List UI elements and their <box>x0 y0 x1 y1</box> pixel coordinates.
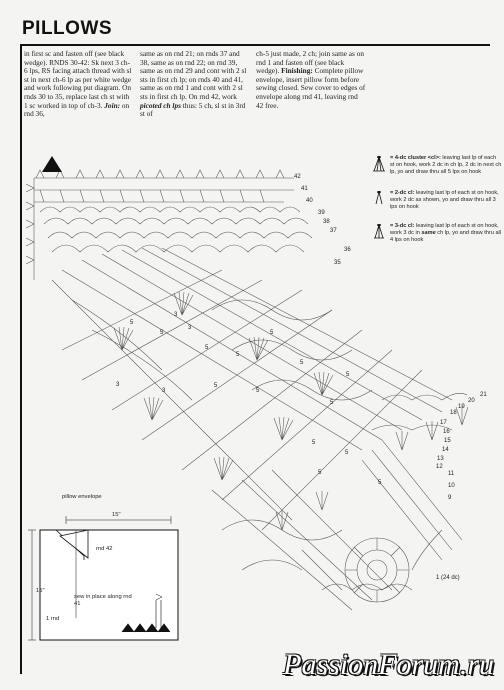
round-label: 18 <box>450 410 457 416</box>
stitch-count: 5 <box>346 372 350 378</box>
legend-3dc-text: leaving last lp of each st on hook, work 3 dc in <box>390 223 499 236</box>
stitch-count: 3 <box>162 388 166 394</box>
legend-3dc-label: = 3-dc cl: <box>390 223 415 229</box>
legend-2dc-label: = 2-dc cl: <box>390 190 415 196</box>
page-title: PILLOWS <box>22 18 113 39</box>
stitch-count: 5 <box>160 330 164 336</box>
instructions-column-2 <box>140 50 248 119</box>
round-label: 42 <box>294 174 301 180</box>
width-label: 15" <box>112 512 121 518</box>
round-label: 11 <box>448 471 455 477</box>
stitch-count: 5 <box>256 388 260 394</box>
round-label: 35 <box>334 260 341 266</box>
round-label: 12 <box>436 464 443 470</box>
legend-4dc-text: leaving last lp of each st on hook, work 2 dc in ch lp, 2 dc in next ch lp, yo and draw thru all 5 lps on hook <box>390 155 502 175</box>
scallop-rows <box>40 207 312 252</box>
rnd42-label: rnd 42 <box>96 546 113 552</box>
stitch-count: 3 <box>174 312 178 318</box>
stitch-count: 5 <box>345 450 349 456</box>
stitch-count: 5 <box>236 352 240 358</box>
center-rosette <box>302 530 442 602</box>
round-label: 37 <box>330 228 337 234</box>
stitch-count: 5 <box>205 345 209 351</box>
stitch-count: 5 <box>214 383 218 389</box>
stitch-count: 5 <box>330 400 334 406</box>
legend-4dc-label: = 4-dc cluster <cl>: <box>390 155 441 161</box>
col2-tail: thus: 5 ch, sl st in 3rd st of <box>140 100 246 119</box>
round-label: 16 <box>443 429 450 435</box>
center-round-label: 1 (24 dc) <box>436 575 460 581</box>
envelope-label: pillow envelope <box>62 494 102 500</box>
col2-picot: picoted ch lps <box>140 100 181 110</box>
round-label: 17 <box>440 420 447 426</box>
round-label: 19 <box>458 404 465 410</box>
lower-lattice <box>212 470 392 610</box>
round-label: 14 <box>442 447 449 453</box>
instructions-column-1 <box>24 50 132 119</box>
stitch-count: 5 <box>300 360 304 366</box>
col1-tail: on rnd 36, <box>24 100 130 119</box>
stitch-count: 5 <box>312 440 316 446</box>
page-header <box>20 18 490 46</box>
stitch-count: 3 <box>188 325 192 331</box>
round-label: 40 <box>306 198 313 204</box>
instructions-column-3 <box>256 50 366 110</box>
site-watermark: PassionForum.ru <box>283 648 494 681</box>
stitch-count: 5 <box>318 470 322 476</box>
stitch-count: 3 <box>116 382 120 388</box>
stitch-count: 5 <box>130 320 134 326</box>
round-label: 10 <box>448 483 455 489</box>
black-wedge-marker <box>42 156 62 172</box>
sew-label: sew in place along rnd 41 <box>74 594 132 607</box>
stitch-count: 5 <box>270 330 274 336</box>
round-label: 9 <box>448 495 452 501</box>
col2-text: same as on rnd 21; on rnds 37 and 38, same as on rnd 22; on rnd 39, same as on rnd 29 and cont with 2 sl sts in first ch lp; on rnds 40 and 41, same as on rnd 1 and cont with 2 sl sts in first ch lp. On rnd 42, work <box>140 49 247 101</box>
envelope-inset-diagram <box>26 500 196 645</box>
height-label: 15" <box>36 588 45 594</box>
legend-3dc-bold: same <box>421 229 436 236</box>
col1-join: Join: <box>104 100 121 110</box>
round-label: 38 <box>323 219 330 225</box>
side-label: 1 rnd <box>46 616 60 622</box>
round-label: 20 <box>468 398 475 404</box>
picot-fringe-top <box>26 170 294 280</box>
col3-tail: Complete pillow envelope, insert pillow form before sewing closed. Sew cover to edges of envelope along rnd 41, leaving rnd 42 free. <box>256 66 366 110</box>
round-label: 36 <box>344 247 351 253</box>
legend-3dc-text2: ch lp, yo and draw thru all 4 lps on hook <box>390 229 502 243</box>
round-label: 13 <box>437 456 444 462</box>
round-label: 21 <box>480 392 487 398</box>
col3-finishing: Finishing: <box>281 66 313 76</box>
legend-2dc-text: leaving last lp of each st on hook, work 2 dc as shown, yo and draw thru all 3 lps on hook <box>390 190 499 210</box>
col1-text: in first sc and fasten off (see black wedge). RNDS 30-42: Sk next 3 ch-6 lps, RS facing attach thread with sl st in next ch-6 lp as per white wedge and work following put diagram. On rnds 30 to 35, replace last ch st with 1 sc worked in top of ch-3. <box>24 49 132 110</box>
stitch-count: 5 <box>378 480 382 486</box>
round-label: 41 <box>301 186 308 192</box>
round-label: 39 <box>318 210 325 216</box>
round-label: 15 <box>444 438 451 444</box>
col3-text: ch-5 just made, 2 ch; join same as on rnd 1 and fasten off (see black wedge). <box>256 49 365 76</box>
